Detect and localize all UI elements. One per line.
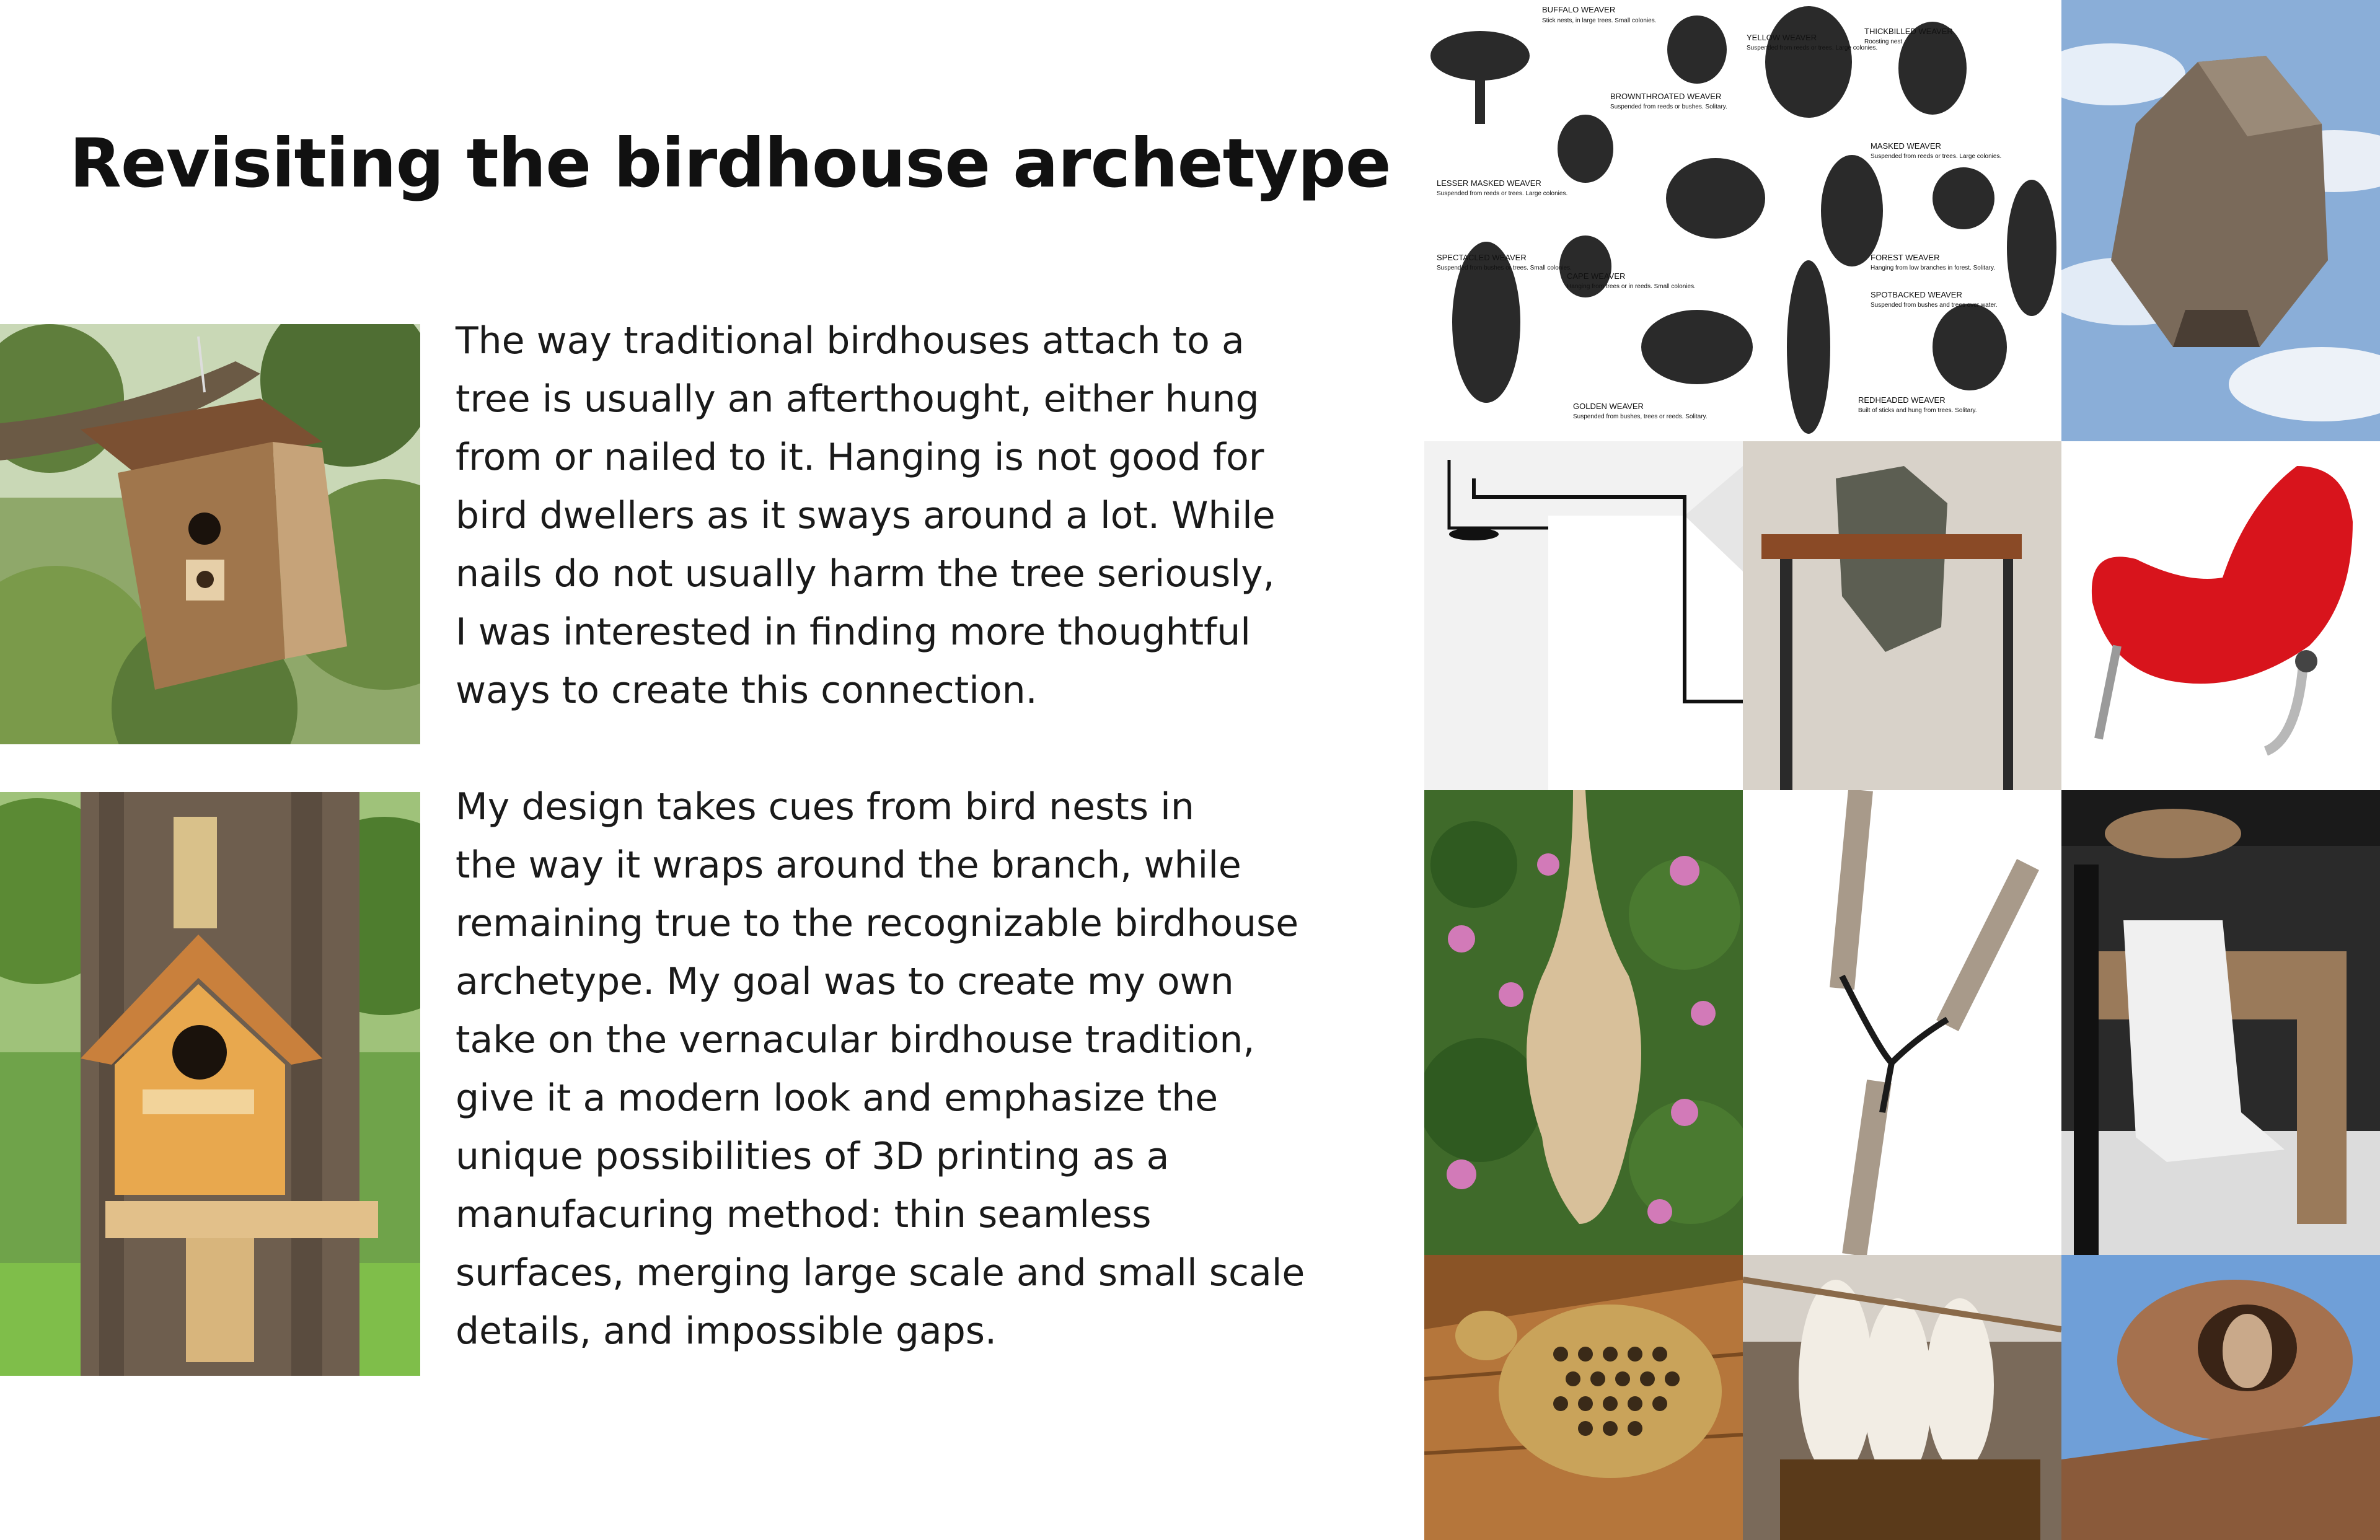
weaver-sublabel: Roosting nest — [1864, 38, 1903, 45]
hanging-birdhouse-photo — [0, 324, 420, 744]
stone-shelf-photo — [1743, 441, 2061, 790]
page-title: Revisiting the birdhouse archetype — [69, 124, 1391, 203]
weaver-label: MASKED WEAVER — [1871, 141, 1941, 151]
paragraph-design-intent — [456, 778, 1323, 1360]
weaver-sublabel: Suspended from bushes, trees or reeds. Solitary. — [1573, 413, 1708, 420]
paragraph-line: from or nailed to it. Hanging is not good for — [456, 436, 1264, 479]
weaver-sublabel: Suspended from reeds or trees. Large colonies. — [1437, 190, 1568, 197]
weaver-label: YELLOW WEAVER — [1747, 33, 1817, 42]
red-chair-photo — [2061, 441, 2380, 790]
weaver-label: FOREST WEAVER — [1871, 253, 1940, 262]
weaver-sublabel: Built of sticks and hung from trees. Solitary. — [1858, 407, 1977, 414]
weaver-sublabel: Suspended from bushes and trees over water. — [1871, 302, 1998, 309]
paragraph-line: details, and impossible gaps. — [456, 1309, 997, 1353]
paragraph-line: The way traditional birdhouses attach to a — [456, 319, 1245, 363]
paragraph-line: the way it wraps around the branch, while — [456, 843, 1241, 887]
mud-nest-bird-photo — [2061, 1255, 2380, 1540]
weaver-label: CAPE WEAVER — [1567, 271, 1626, 281]
weaver-sublabel: Hanging from low branches in forest. Solitary. — [1871, 265, 1996, 271]
paragraph-line: tree is usually an afterthought, either hung — [456, 377, 1259, 421]
woven-nest-flowers-photo — [1424, 790, 1743, 1255]
paragraph-line: manufacuring method: thin seamless — [456, 1193, 1152, 1236]
leg-orthotic-photo — [2061, 790, 2380, 1255]
paragraph-line: take on the vernacular birdhouse tradition, — [456, 1018, 1255, 1062]
beehive-comb-photo — [1743, 1255, 2061, 1540]
paragraph-line: ways to create this connection. — [456, 669, 1038, 712]
paragraph-line: remaining true to the recognizable birdhouse — [456, 902, 1299, 945]
paragraph-line: nails do not usually harm the tree seriously, — [456, 552, 1275, 596]
weaver-sublabel: Suspended from reeds or trees. Large colonies. — [1747, 45, 1878, 51]
paragraph-line: bird dwellers as it sways around a lot. While — [456, 494, 1276, 537]
weaver-sublabel: Stick nests, in large trees. Small colonies. — [1542, 17, 1657, 24]
weaver-nests-illustration — [1424, 0, 2061, 441]
weaver-label: BUFFALO WEAVER — [1542, 5, 1616, 14]
paragraph-line: give it a modern look and emphasize the — [456, 1076, 1219, 1120]
weaver-sublabel: Hanging from trees or in reeds. Small colonies. — [1567, 283, 1696, 290]
floating-rock-painting — [2061, 0, 2380, 441]
white-architecture-photo — [1424, 441, 1743, 790]
weaver-label: REDHEADED WEAVER — [1858, 395, 1946, 405]
weaver-sublabel: Suspended from reeds or bushes. Solitary. — [1610, 103, 1727, 110]
paragraph-line: archetype. My goal was to create my own — [456, 960, 1234, 1003]
weaver-label: SPOTBACKED WEAVER — [1871, 290, 1962, 299]
weaver-label: BROWNTHROATED WEAVER — [1610, 92, 1722, 101]
honeycomb-wood-photo — [1424, 1255, 1743, 1540]
paragraph-line: surfaces, merging large scale and small scale — [456, 1251, 1305, 1295]
weaver-sublabel: Suspended from bushes or trees. Small colonies. — [1437, 265, 1572, 271]
weaver-label: GOLDEN WEAVER — [1573, 402, 1644, 411]
paragraph-attachment — [456, 312, 1323, 719]
tree-mounted-birdhouse-photo — [0, 792, 420, 1376]
weaver-label: THICKBILLED WEAVER — [1864, 27, 1953, 36]
weaver-label: LESSER MASKED WEAVER — [1437, 178, 1541, 188]
paragraph-line: My design takes cues from bird nests in — [456, 785, 1194, 829]
paragraph-line: unique possibilities of 3D printing as a — [456, 1135, 1170, 1178]
paragraph-line: I was interested in finding more thoughtful — [456, 610, 1251, 654]
weaver-sublabel: Suspended from reeds or trees. Large colonies. — [1871, 153, 2002, 160]
branch-connector-photo — [1743, 790, 2061, 1255]
weaver-label: SPECTACLED WEAVER — [1437, 253, 1527, 262]
